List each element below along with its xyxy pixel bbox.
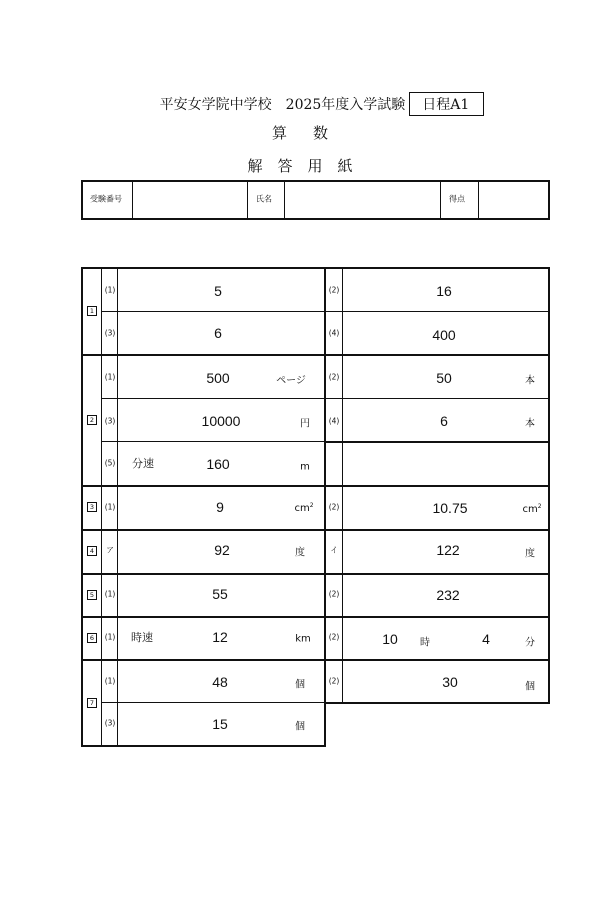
answer-value: 30 [442,674,458,690]
question-number: 5 [87,590,97,600]
answer-sheet-title: 解答用紙 [247,157,368,175]
part-number: イ [330,545,338,555]
answer-unit: 個 [295,721,305,733]
info-divider [440,181,441,219]
answer-unit: 本 [525,375,535,387]
answer-value: 50 [436,370,452,386]
question-number: 3 [87,502,97,512]
answer-value: 10000 [201,413,241,429]
grid-line [81,659,550,661]
part-number: (2) [328,285,340,295]
part-number: (2) [328,632,340,642]
question-number: 6 [87,633,97,643]
answer-value: 55 [212,586,228,602]
answer-value: 16 [436,283,452,299]
question-number: 2 [87,415,97,425]
answer-value: 9 [216,499,224,515]
grid-line [81,573,550,575]
answer-hours: 10 [382,631,398,647]
answer-value: 500 [206,370,230,386]
answer-value: 15 [212,716,228,732]
part-number: ア [106,545,114,555]
answer-unit: 時 [420,637,430,649]
grid-line [81,354,550,356]
part-number: (1) [104,589,116,599]
answer-value: 12 [212,629,228,645]
answer-value: 6 [214,325,222,341]
grid-line [326,702,550,704]
info-border-left [81,180,83,220]
exam-header [0,92,600,116]
grid-line [101,398,548,399]
answer-unit: ページ [276,375,306,387]
score-label: 得点 [449,194,465,204]
name-field[interactable] [285,182,440,218]
grid-line [101,269,102,745]
info-border-right [548,180,550,220]
grid-line [81,616,550,618]
info-border-bottom [81,218,550,220]
answer-unit: 分 [525,637,535,649]
part-number: (1) [104,372,116,382]
grid-line [81,745,326,747]
part-number: (4) [328,328,340,338]
answer-unit: 度 [525,548,535,560]
part-number: (2) [328,502,340,512]
answer-value: 6 [440,413,448,429]
part-number: (1) [104,676,116,686]
answer-unit: km [295,633,311,645]
part-number: (5) [104,458,116,468]
answer-value: 232 [436,587,460,603]
score-field[interactable] [479,182,548,218]
grid-line [324,441,550,443]
answer-unit: $cm^2$ [294,501,314,515]
answer-prefix: 分速 [132,457,154,470]
answer-unit: 個 [295,679,305,691]
answer-value: 400 [432,327,456,343]
part-number: (3) [104,416,116,426]
question-number: 1 [87,306,97,316]
answer-value: 48 [212,674,228,690]
exam-number-label: 受験番号 [90,194,122,204]
answer-prefix: 時速 [131,631,153,644]
grid-line [324,485,550,487]
question-number: 4 [87,546,97,556]
part-number: (3) [104,328,116,338]
answer-unit: $cm^2$ [522,502,542,516]
exam-number-field[interactable] [133,182,247,218]
grid-line [342,269,343,703]
part-number: (1) [104,502,116,512]
grid-line [324,267,326,747]
answer-unit: 個 [525,681,535,693]
grid-line [101,702,324,703]
grid-line [81,267,550,269]
answer-unit: 本 [525,418,535,430]
part-number: (3) [104,718,116,728]
subject-title: 算数 [271,124,354,142]
answer-value: 10.75 [432,500,468,516]
part-number: (4) [328,416,340,426]
answer-value: 160 [206,456,230,472]
answer-minutes: 4 [482,631,490,647]
school-exam-title: 平安女学院中学校 2025年度入学試験 [159,97,406,113]
answer-unit: m [300,461,310,473]
part-number: (1) [104,632,116,642]
grid-line [81,529,550,531]
question-number: 7 [87,698,97,708]
grid-line [81,267,83,747]
answer-value: 92 [214,542,230,558]
grid-line [101,441,324,442]
grid-line [117,269,118,745]
part-number: (2) [328,676,340,686]
part-number: (2) [328,372,340,382]
grid-line [101,311,548,312]
answer-unit: 度 [295,547,305,559]
part-number: (1) [104,285,116,295]
answer-value: 122 [436,542,460,558]
answer-value: 5 [214,283,222,299]
part-number: (2) [328,589,340,599]
info-divider [247,181,248,219]
name-label: 氏名 [256,194,272,204]
session-box: 日程A1 [409,92,484,116]
answer-unit: 円 [300,418,310,430]
